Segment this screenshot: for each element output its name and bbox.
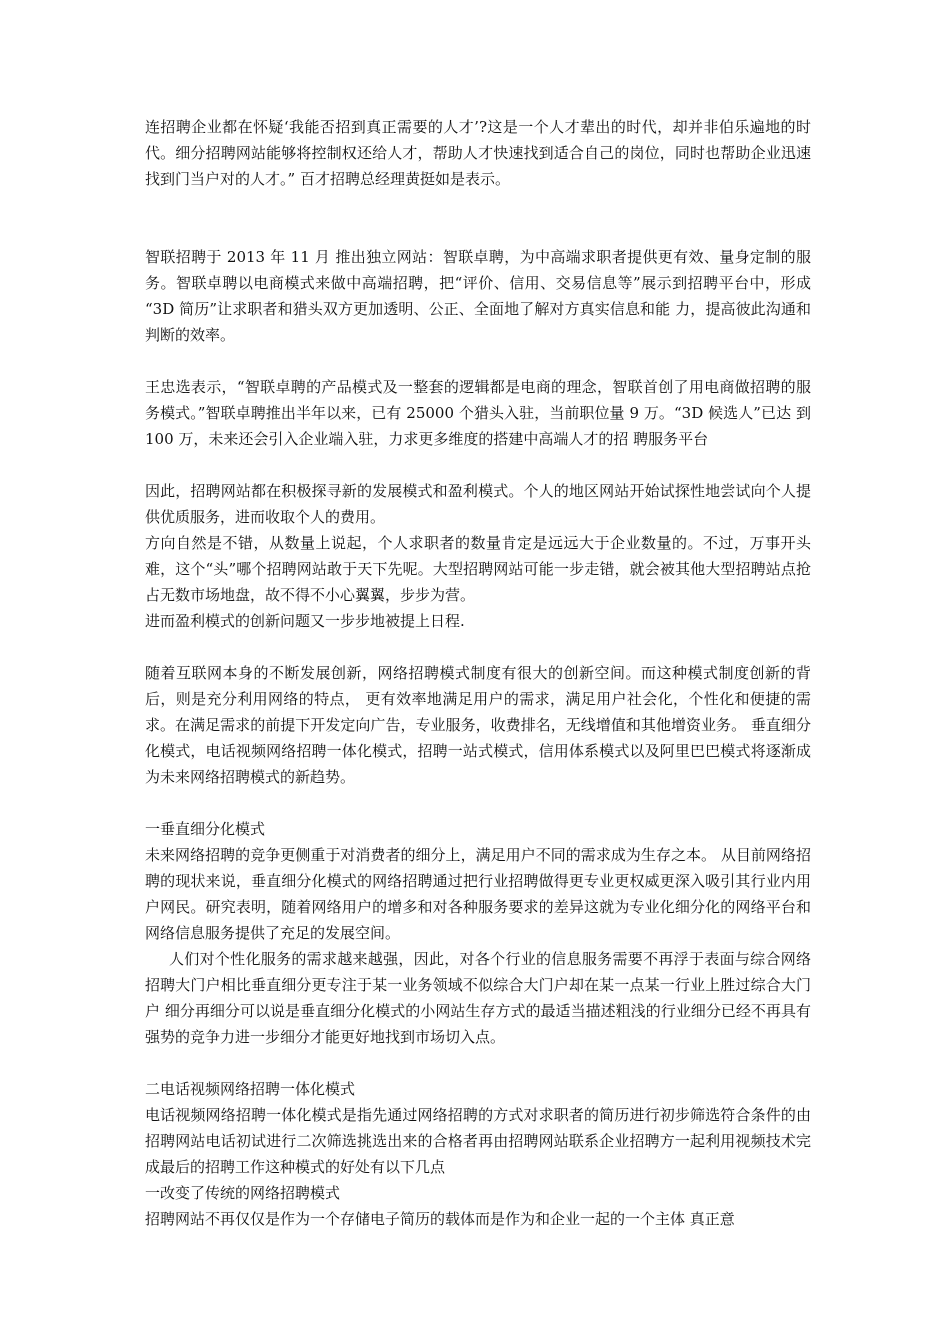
paragraph-spacer bbox=[145, 192, 811, 244]
paragraph-spacer bbox=[145, 452, 811, 478]
subheading-changed-model: 一改变了传统的网络招聘模式 bbox=[145, 1184, 341, 1202]
paragraph-new-models: 因此，招聘网站都在积极探寻新的发展模式和盈利模式。个人的地区网站开始试探性地尝试向个人提供优质服务，进而收取个人的费用。 bbox=[145, 482, 811, 526]
paragraph-zhilian-launch: 智联招聘于 2013 年 11 月 推出独立网站：智联卓聘，为中高端求职者提供更有效、量身定制的服务。智联卓聘以电商模式来做中高端招聘，把“评价、信用、交易信息等”展示到招聘平台中，形成 “3D 简历”让求职者和猎头双方更加透明、公正、全面地了解对方真实信息和能 力，提高彼此沟通和判断的效率。 bbox=[145, 248, 811, 344]
paragraph-spacer bbox=[145, 634, 811, 660]
section-heading-vertical: 一垂直细分化模式 bbox=[145, 820, 266, 838]
paragraph-spacer bbox=[145, 1050, 811, 1076]
paragraph-spacer bbox=[145, 790, 811, 816]
paragraph-vertical-competition: 未来网络招聘的竞争更侧重于对消费者的细分上，满足用户不同的需求成为生存之本。 从目前网络招聘的现状来说，垂直细分化模式的网络招聘通过把行业招聘做得更专业更权威更深入吸引其行业内用户网民。研究表明，随着网络用户的增多和对各种服务要求的差异这就为专业化细分化的网络平台和网络信息服务提供了充足的发展空间。 bbox=[145, 846, 811, 942]
paragraph-phone-video-description: 电话视频网络招聘一体化模式是指先通过网络招聘的方式对求职者的简历进行初步筛选符合条件的由招聘网站电话初试进行二次筛选挑选出来的合格者再由招聘网站联系企业招聘方一起利用视频技术完成最后的招聘工作这种模式的好处有以下几点 bbox=[145, 1106, 811, 1176]
paragraph-vertical-personalization: 人们对个性化服务的需求越来越强，因此，对各个行业的信息服务需要不再浮于表面与综合网络招聘大门户相比垂直细分更专注于某一业务领域不似综合大门户却在某一点某一行业上胜过综合大门户 细分再细分可以说是垂直细分化模式的小网站生存方式的最适当描述粗浅的行业细分已经不再具有强势的竞争力进一步细分才能更好地找到市场切入点。 bbox=[145, 950, 811, 1046]
paragraph-spacer bbox=[145, 348, 811, 374]
paragraph-direction: 方向自然是不错，从数量上说起，个人求职者的数量肯定是远远大于企业数量的。不过，万事开头难，这个“头”哪个招聘网站敢于天下先呢。大型招聘网站可能一步走错，就会被其他大型招聘站点抢占无数市场地盘，故不得不小心翼翼，步步为营。 bbox=[145, 534, 811, 604]
document-page bbox=[145, 114, 811, 1232]
paragraph-internet-development: 随着互联网本身的不断发展创新，网络招聘模式制度有很大的创新空间。而这种模式制度创新的背后，则是充分利用网络的特点， 更有效率地满足用户的需求，满足用户社会化，个性化和便捷的需求。在满足需求的前提下开发定向广告，专业服务，收费排名，无线增值和其他增资业务。 垂直细分化模式，电话视频网络招聘一体化模式，招聘一站式模式，信用体系模式以及阿里巴巴模式将逐渐成为未来网络招聘模式的新趋势。 bbox=[145, 664, 811, 786]
paragraph-ceo-quote: 连招聘企业都在怀疑‘我能否招到真正需要的人才’?这是一个人才辈出的时代，却并非伯乐遍地的时代。细分招聘网站能够将控制权还给人才，帮助人才快速找到适合自己的岗位，同时也帮助企业迅速找到门当户对的人才。” 百才招聘总经理黄挺如是表示。 bbox=[145, 118, 811, 188]
paragraph-profit-innovation: 进而盈利模式的创新问题又一步步地被提上日程. bbox=[145, 612, 465, 630]
section-heading-phone-video: 二电话视频网络招聘一体化模式 bbox=[145, 1080, 356, 1098]
paragraph-wang-statement: 王忠选表示，“智联卓聘的产品模式及一整套的逻辑都是电商的理念，智联首创了用电商做招聘的服务模式。”智联卓聘推出半年以来，已有 25000 个猎头入驻，当前职位量 9 万。“3D 候选人”已达 到 100 万，未来还会引入企业端入驻，力求更多维度的搭建中高端人才的招 聘服务平台 bbox=[145, 378, 811, 448]
paragraph-recruitment-site-role: 招聘网站不再仅仅是作为一个存储电子简历的载体而是作为和企业一起的一个主体 真正意 bbox=[145, 1210, 735, 1228]
